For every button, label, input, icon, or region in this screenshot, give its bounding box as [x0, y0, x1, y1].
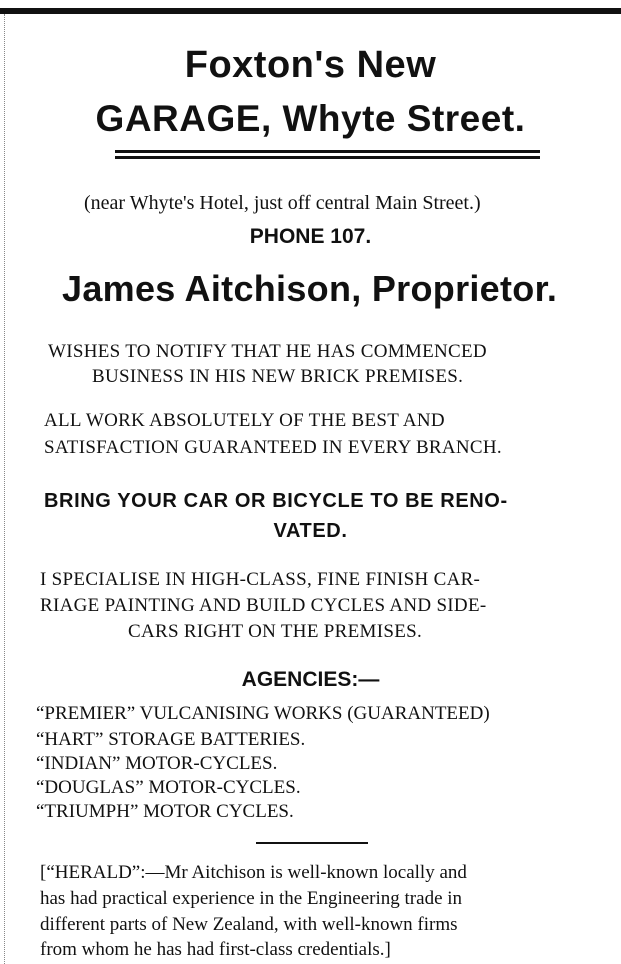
- agencies-heading: AGENCIES:—: [241, 668, 380, 691]
- herald-line-1: [“HERALD”:—Mr Aitchison is well-known locally and: [40, 862, 467, 883]
- agency-item: “HART” STORAGE BATTERIES.: [36, 729, 306, 750]
- notice-line-2: BUSINESS IN HIS NEW BRICK PREMISES.: [92, 366, 464, 387]
- agency-item: “PREMIER” VULCANISING WORKS (GUARANTEED): [36, 703, 490, 724]
- specialise-line-2: RIAGE PAINTING AND BUILD CYCLES AND SIDE-: [40, 595, 487, 616]
- title-double-rule: [115, 150, 540, 159]
- top-rule: [0, 8, 621, 14]
- notice-line-1: WISHES TO NOTIFY THAT HE HAS COMMENCED: [48, 341, 487, 362]
- renovate-line-1: BRING YOUR CAR OR BICYCLE TO BE RENO-: [44, 490, 508, 512]
- guarantee-line-2: SATISFACTION GUARANTEED IN EVERY BRANCH.: [44, 437, 502, 458]
- title-line-1: Foxton's New: [184, 44, 437, 86]
- specialise-line-1: I SPECIALISE IN HIGH-CLASS, FINE FINISH CAR-: [40, 569, 481, 590]
- herald-line-2: has had practical experience in the Engineering trade in: [40, 888, 463, 909]
- title-line-2: GARAGE, Whyte Street.: [95, 98, 526, 139]
- renovate-line-2: VATED.: [273, 520, 348, 542]
- location-note: (near Whyte's Hotel, just off central Main Street.): [84, 192, 481, 214]
- agency-item: “INDIAN” MOTOR-CYCLES.: [36, 753, 278, 774]
- section-divider: [256, 842, 368, 844]
- specialise-line-3: CARS RIGHT ON THE PREMISES.: [128, 621, 423, 642]
- proprietor-name: James Aitchison, Proprietor.: [62, 268, 558, 309]
- column-edge: [4, 14, 6, 964]
- agency-item: “TRIUMPH” MOTOR CYCLES.: [36, 801, 294, 822]
- herald-line-4: from whom he has had first-class credentials.]: [40, 939, 391, 960]
- agency-item: “DOUGLAS” MOTOR-CYCLES.: [36, 777, 301, 798]
- phone-number: PHONE 107.: [249, 225, 372, 248]
- guarantee-line-1: ALL WORK ABSOLUTELY OF THE BEST AND: [44, 410, 445, 431]
- herald-line-3: different parts of New Zealand, with well-known firms: [40, 914, 458, 935]
